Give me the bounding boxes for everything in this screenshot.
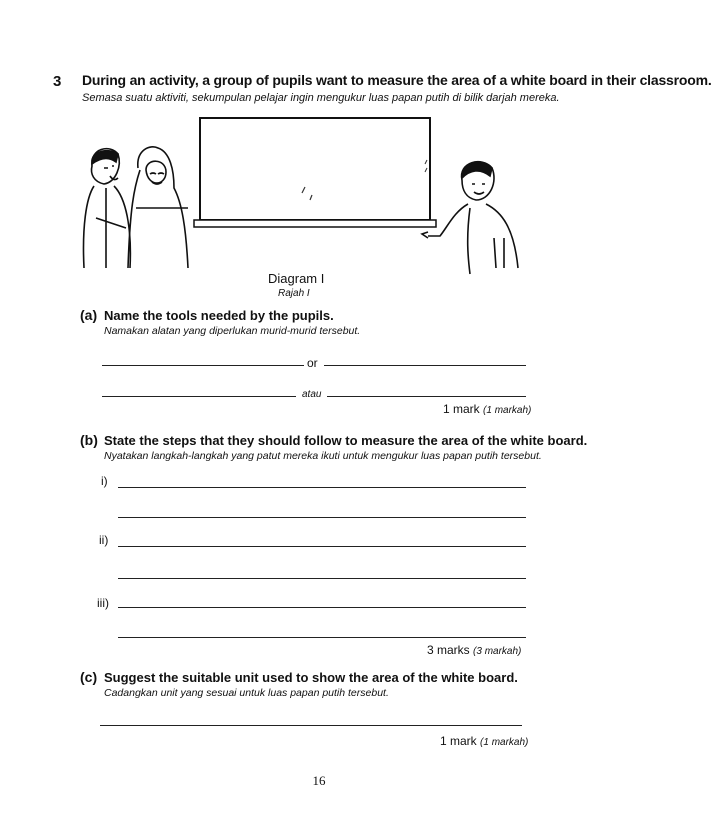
part-a-marks	[443, 402, 531, 416]
part-c-marks-ms: (1 markah)	[480, 737, 529, 748]
part-c-question-en: Suggest the suitable unit used to show the area of the white board.	[104, 670, 518, 685]
or-label-en: or	[307, 356, 318, 370]
part-b-question-en: State the steps that they should follow to measure the area of the white board.	[104, 433, 588, 448]
part-c-label: (c)	[80, 669, 98, 685]
part-b-marks-ms: (3 markah)	[473, 646, 522, 657]
part-a-marks-ms: (1 markah)	[483, 405, 532, 416]
step-label-i: i)	[101, 474, 108, 488]
question-number: 3	[53, 73, 62, 90]
part-a-question-ms: Namakan alatan yang diperlukan murid-murid tersebut.	[104, 325, 361, 337]
girl-figure	[128, 147, 188, 268]
boy-right-figure	[422, 162, 518, 274]
part-c-question-ms: Cadangkan unit yang sesuai untuk luas papan putih tersebut.	[104, 687, 389, 699]
part-b-label: (b)	[80, 432, 98, 448]
answer-line-c1[interactable]	[100, 725, 522, 726]
answer-line-b1[interactable]	[118, 487, 526, 488]
boy-left-figure	[83, 149, 130, 268]
answer-line-b2[interactable]	[118, 517, 526, 518]
part-b-marks	[427, 643, 521, 657]
question-text-ms: Semasa suatu aktiviti, sekumpulan pelajar ingin mengukur luas papan putih di bilik darjah mereka.	[82, 92, 560, 104]
part-b-marks-en: 3 marks	[427, 643, 470, 657]
step-label-ii: ii)	[99, 533, 109, 547]
answer-line-b4[interactable]	[118, 578, 526, 579]
diagram-caption-en: Diagram I	[268, 271, 325, 286]
question-text-en: During an activity, a group of pupils want to measure the area of a white board in their classroom.	[82, 72, 712, 88]
part-c-marks-en: 1 mark	[440, 734, 477, 748]
whiteboard	[194, 118, 436, 227]
or-label-ms: atau	[302, 389, 322, 400]
answer-line-a1[interactable]	[102, 365, 304, 366]
page-number: 16	[312, 773, 326, 788]
answer-line-a4[interactable]	[327, 396, 526, 397]
part-b-question-ms: Nyatakan langkah-langkah yang patut mereka ikuti untuk mengukur luas papan putih tersebut.	[104, 450, 542, 462]
step-label-iii: iii)	[97, 596, 109, 610]
answer-line-b3[interactable]	[118, 546, 526, 547]
answer-line-b5[interactable]	[118, 607, 526, 608]
diagram-caption-ms: Rajah I	[278, 288, 310, 299]
answer-line-a3[interactable]	[102, 396, 296, 397]
part-a-marks-en: 1 mark	[443, 402, 480, 416]
answer-line-b6[interactable]	[118, 637, 526, 638]
part-c-marks	[440, 734, 528, 748]
whiteboard-illustration	[70, 108, 540, 278]
answer-line-a2[interactable]	[324, 365, 526, 366]
part-a-question-en: Name the tools needed by the pupils.	[104, 308, 334, 323]
part-a-label: (a)	[80, 307, 98, 323]
